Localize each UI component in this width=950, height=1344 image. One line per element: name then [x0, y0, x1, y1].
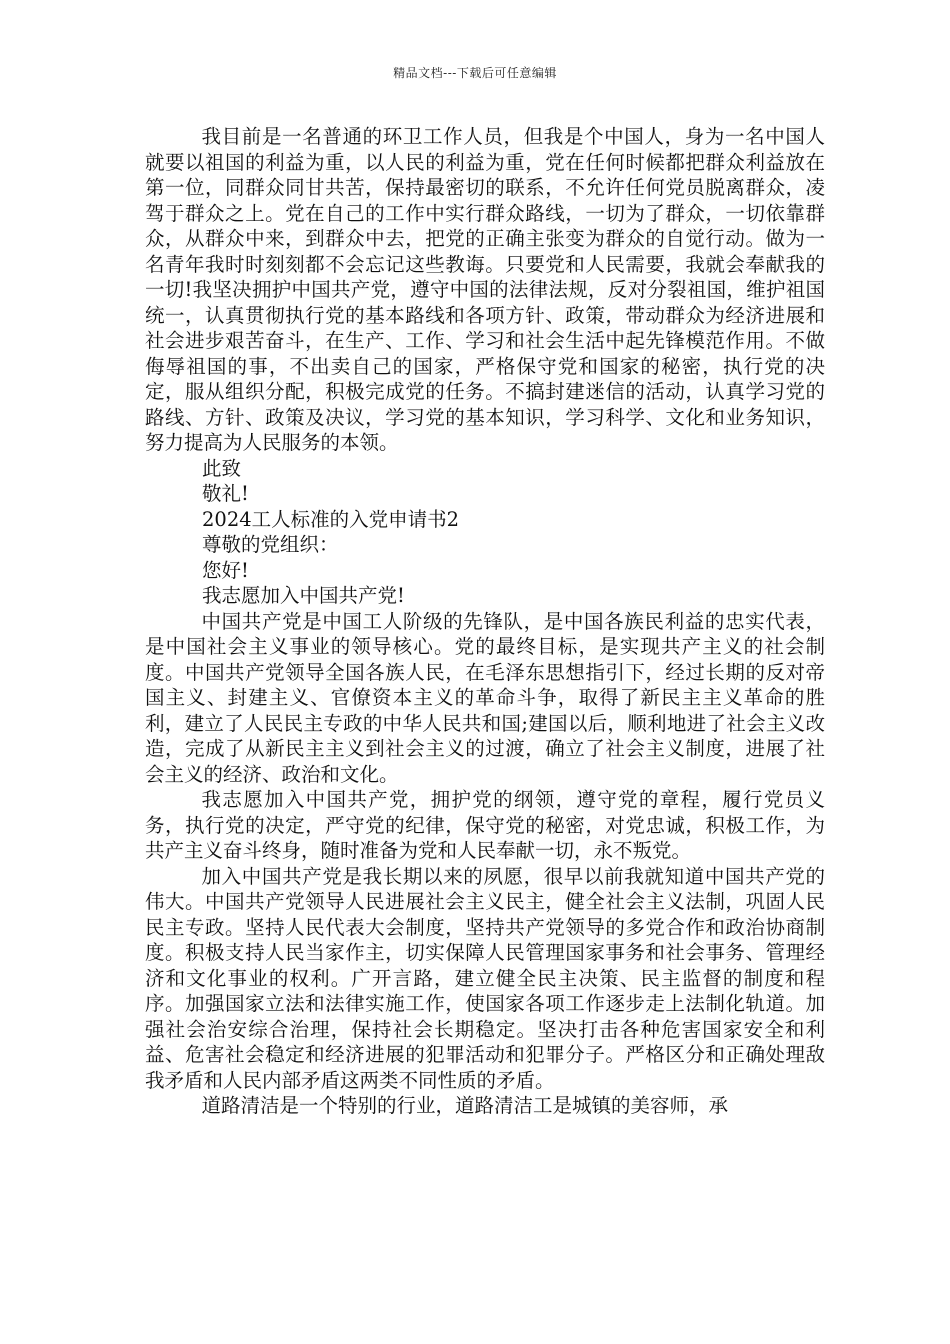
- section-title: 2024工人标准的入党申请书2: [202, 507, 460, 531]
- statement-line: 我志愿加入中国共产党!: [202, 584, 405, 607]
- paragraph: 我志愿加入中国共产党，拥护党的纲领，遵守党的章程，履行党员义务，执行党的决定，严守党的纪律，保守党的秘密，对党忠诚，积极工作，为共产主义奋斗终身，随时准备为党和人民奉献一切，永不叛党。: [145, 788, 825, 862]
- addressee-line: 尊敬的党组织：: [202, 533, 339, 556]
- salutation-line: 敬礼!: [202, 482, 249, 505]
- paragraph: 加入中国共产党是我长期以来的夙愿，很早以前我就知道中国共产党的伟大。中国共产党领导人民进展社会主义民主，健全社会主义法制，巩固人民民主专政。坚持人民代表大会制度，坚持共产党领导的多党合作和政治协商制度。积极支持人民当家作主，切实保障人民管理国家事务和社会事务、管理经济和文化事业的权利。广开言路，建立健全民主决策、民主监督的制度和程序。加强国家立法和法律实施工作，使国家各项工作逐步走上法制化轨道。加强社会治安综合治理，保持社会长期稳定。坚决打击各种危害国家安全和利益、危害社会稳定和经济进展的犯罪活动和犯罪分子。严格区分和正确处理敌我矛盾和人民内部矛盾这两类不同性质的矛盾。: [145, 864, 825, 1092]
- paragraph: 我目前是一名普通的环卫工作人员，但我是个中国人，身为一名中国人就要以祖国的利益为重，以人民的利益为重，党在任何时候都把群众利益放在第一位，同群众同甘共苦，保持最密切的联系，不允许任何党员脱离群众，凌驾于群众之上。党在自己的工作中实行群众路线，一切为了群众，一切依靠群众，从群众中来，到群众中去，把党的正确主张变为群众的自觉行动。做为一名青年我时时刻刻都不会忘记这些教诲。只要党和人民需要，我就会奉献我的一切!我坚决拥护中国共产党，遵守中国的法律法规，反对分裂祖国，维护祖国统一，认真贯彻执行党的基本路线和各项方针、政策，带动群众为经济进展和社会进步艰苦奋斗，在生产、工作、学习和社会生活中起先锋模范作用。不做侮辱祖国的事，不出卖自己的国家，严格保守党和国家的秘密，执行党的决定，服从组织分配，积极完成党的任务。不搞封建迷信的活动，认真学习党的路线、方针、政策及决议，学习党的基本知识，学习科学、文化和业务知识，努力提高为人民服务的本领。: [145, 125, 825, 454]
- closing-line: 此致: [202, 456, 242, 480]
- greeting-line: 您好!: [202, 558, 249, 582]
- paragraph: 道路清洁是一个特别的行业，道路清洁工是城镇的美容师，承: [201, 1094, 729, 1117]
- page-header: 精品文档---下载后可任意编辑: [393, 66, 557, 80]
- document-body: [145, 124, 825, 1119]
- paragraph: 中国共产党是中国工人阶级的先锋队，是中国各族民利益的忠实代表，是中国社会主义事业的领导核心。党的最终目标，是实现共产主义的社会制度。中国共产党领导全国各族人民，在毛泽东思想指引下，经过长期的反对帝国主义、封建主义、官僚资本主义的革命斗争，取得了新民主主义革命的胜利，建立了人民民主专政的中华人民共和国;建国以后，顺利地进了社会主义改造，完成了从新民主主义到社会主义的过渡，确立了社会主义制度，进展了社会主义的经济、政治和文化。: [145, 609, 825, 786]
